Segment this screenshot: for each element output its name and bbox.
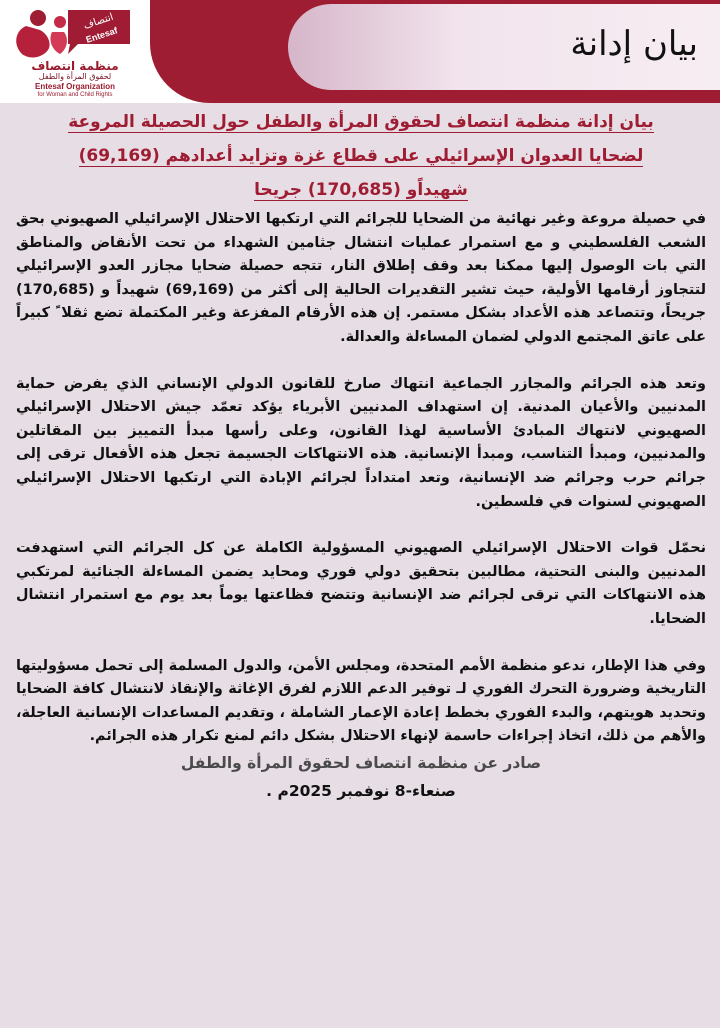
logo-english-name: Entesaf Organization [34, 82, 115, 91]
header-bar [0, 0, 720, 103]
paragraph-responsibility: نحمّل قوات الاحتلال الإسرائيلي الصهيوني المسؤولية الكاملة عن كل الجرائم التي استهدفت المدنيين والبنى التحتية، مطالبين بتحقيق دولي فوري ومحايد يضمن المساءلة الجنائية لمرتكبي هذه الانتهاكات التي ترقى لجرائم ضد الإنسانية وتتضح فظاعتها يوماً بعد يوم مع استمرار انتشال الضحايا. [16, 540, 706, 627]
logo-english-subtitle: for Woman and Child Rights [37, 92, 113, 98]
page-title: بيان إدانة [570, 24, 698, 64]
paragraph-casualties: في حصيلة مروعة وغير نهائية من الضحايا للجرائم التي ارتكبها الاحتلال الإسرائيلي الصهيوني بحق الشعب الفلسطيني و مع استمرار عمليات انتشال جثامين الشهداء من تحت الأنقاض والمناطق التي بات الوصول إليها ممكنا بعد وقف إطلاق النار، تتجه حصيلة ضحايا مجازر العدو الإسرائيلي لتتجاوز أرقامها الأولية، حيث تشير التقديرات الحالية إلى أكثر من (69,169) شهيداً و (170,685) جريحاً، وتتصاعد هذه الأعداد بشكل مستمر. إن هذه الأرقام المفزعة وغير المكتملة تضع ثقلا ً كبيراً على عاتق المجتمع الدولي لضمان المساءلة والعدالة. [16, 211, 706, 345]
paragraph-spacer [16, 350, 706, 373]
paragraph-spacer [16, 632, 706, 655]
paragraph-violations: وتعد هذه الجرائم والمجازر الجماعية انتهاك صارخ للقانون الدولي الإنساني الذي يفرض حماية المدنيين والأعيان المدنية. إن استهداف المدنيين الأبرياء يؤكد تعمّد جيش الاحتلال الإسرائيلي الصهيوني لانتهاك المبادئ الأساسية لهذا القانون، وعلى رأسها مبدأ التمييز بين المقاتلين والمدنيين، ومبدأ التناسب، ومبدأ الإنسانية. هذه الانتهاكات الجسيمة تجعل هذه الأفعال ترقى إلى جرائم حرب وجرائم ضد الإنسانية، وتعد امتداداً لجرائم الإبادة التي ارتكبها الاحتلال الإسرائيلي الصهيوني لسنوات في فلسطين. [16, 375, 706, 510]
svg-text:انتصاف: انتصاف [82, 11, 115, 32]
paragraph-call-to-action: وفي هذا الإطار، ندعو منظمة الأمم المتحدة، ومجلس الأمن، والدول المسلمة إلى تحمل مسؤوليتها التاريخية وضرورة التحرك الفوري لـ توفير الدعم اللازم لفرق الإغاثة والإنقاذ لانتشال كافة الضحايا وتحديد هويتهم، والبدء الفوري بخطط إعادة الإعمار الشاملة ، وتقديم المساعدات الإنسانية العاجلة، والأهم من ذلك، اتخاذ إجراءات حاسمة لإنهاء الاحتلال بشكل دائم لمنع تكرار هذه الجرائم. [16, 657, 706, 745]
logo-arabic-name: منظمة انتصاف [31, 59, 119, 73]
title-pill [288, 4, 720, 90]
logo-arabic-subtitle: لحقوق المرأة والطفل [38, 72, 112, 81]
headline-line-2 [16, 140, 706, 173]
logo-emblem-icon [8, 4, 136, 60]
headline-line-3 [16, 174, 706, 207]
headline-line-1 [16, 106, 706, 139]
statement-body [16, 106, 706, 804]
paragraph-spacer [16, 514, 706, 537]
organization-logo [0, 0, 150, 103]
svg-text:Entesaf: Entesaf [84, 25, 119, 45]
headline-line-3-text: شهيداًو (170,685) جريحا [254, 180, 468, 200]
date-line: صنعاء-8 نوفمبر 2025م . [266, 781, 456, 800]
headline-line-2-text: لضحايا العدوان الإسرائيلي على قطاع غزة وتزايد أعدادهم (69,169) [78, 146, 644, 166]
headline-line-1-text: بيان إدانة منظمة انتصاف لحقوق المرأة والطفل حول الحصيلة المروعة [68, 112, 654, 132]
issuer-line: صادر عن منظمة انتصاف لحقوق المرأة والطفل [180, 753, 542, 772]
